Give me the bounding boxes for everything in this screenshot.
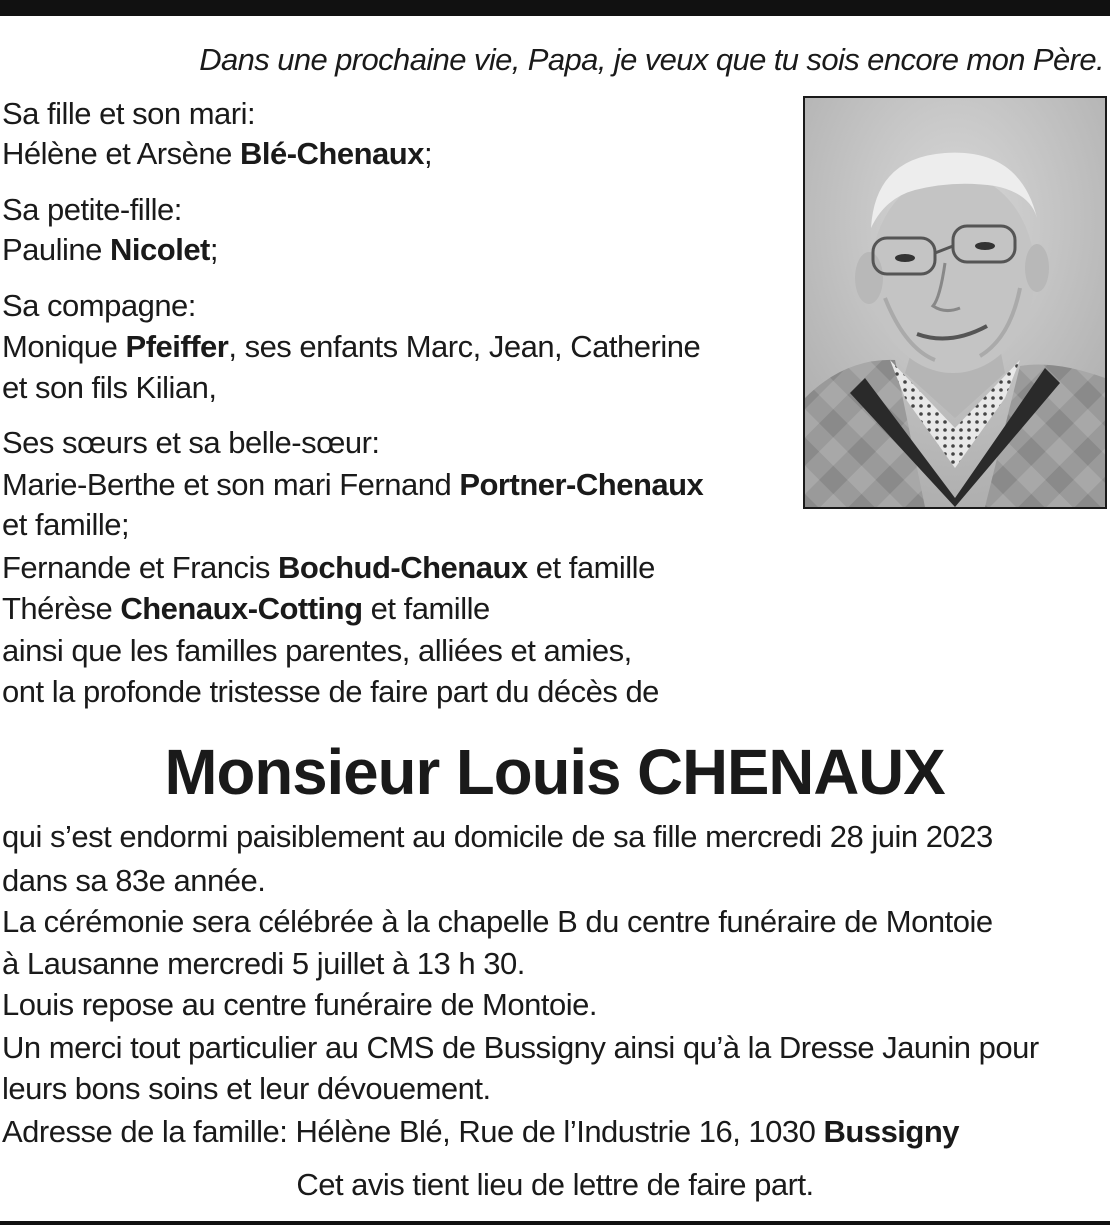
sister1-name: Portner-Chenaux: [459, 467, 704, 502]
sister1-line: Marie-Berthe et son mari Fernand Portner-Chenaux: [2, 467, 704, 502]
portrait-photo: [803, 96, 1107, 509]
portrait-illustration: [805, 98, 1105, 507]
closing-note: Cet avis tient lieu de lettre de faire part.: [296, 1167, 814, 1202]
sister1-line-2: et famille;: [2, 507, 130, 542]
epigraph-quote: Dans une prochaine vie, Papa, je veux que tu sois encore mon Père.: [199, 42, 1104, 77]
bottom-rule: [0, 1221, 1110, 1225]
deceased-name: Monsieur Louis CHENAUX: [164, 736, 946, 808]
sister3-line: Thérèse Chenaux-Cotting et famille: [2, 591, 490, 626]
details-line-3: La cérémonie sera célébrée à la chapelle B du centre funéraire de Montoie: [2, 904, 993, 939]
sister2-line: Fernande et Francis Bochud-Chenaux et famille: [2, 550, 655, 585]
details-line-1: qui s’est endormi paisiblement au domicile de sa fille mercredi 28 juin 2023: [2, 819, 993, 854]
granddaughter-name: Nicolet: [110, 232, 210, 267]
companion-line: Monique Pfeiffer, ses enfants Marc, Jean, Catherine: [2, 329, 701, 364]
granddaughter-line: Pauline Nicolet;: [2, 232, 219, 267]
family-address: Adresse de la famille: Hélène Blé, Rue de l’Industrie 16, 1030 Bussigny: [2, 1114, 960, 1149]
details-line-7: leurs bons soins et leur dévouement.: [2, 1071, 491, 1106]
sisters-heading: Ses sœurs et sa belle-sœur:: [2, 425, 380, 460]
daughter-line: Hélène et Arsène Blé-Chenaux;: [2, 136, 433, 171]
granddaughter-heading: Sa petite-fille:: [2, 192, 182, 227]
top-rule: [0, 0, 1110, 16]
families-line: ainsi que les familles parentes, alliées et amies,: [2, 633, 632, 668]
details-line-2: dans sa 83e année.: [2, 863, 266, 898]
sister2-name: Bochud-Chenaux: [278, 550, 528, 585]
announce-line: ont la profonde tristesse de faire part du décès de: [2, 674, 659, 709]
daughter-name: Blé-Chenaux: [239, 136, 424, 171]
address-city: Bussigny: [823, 1114, 960, 1149]
companion-line-2: et son fils Kilian,: [2, 370, 217, 405]
companion-name: Pfeiffer: [125, 329, 229, 364]
companion-heading: Sa compagne:: [2, 288, 196, 323]
details-line-4: à Lausanne mercredi 5 juillet à 13 h 30.: [2, 946, 525, 981]
sister3-name: Chenaux-Cotting: [120, 591, 363, 626]
daughter-heading: Sa fille et son mari:: [2, 96, 256, 131]
details-line-6: Un merci tout particulier au CMS de Bussigny ainsi qu’à la Dresse Jaunin pour: [2, 1030, 1039, 1065]
details-line-5: Louis repose au centre funéraire de Montoie.: [2, 987, 597, 1022]
